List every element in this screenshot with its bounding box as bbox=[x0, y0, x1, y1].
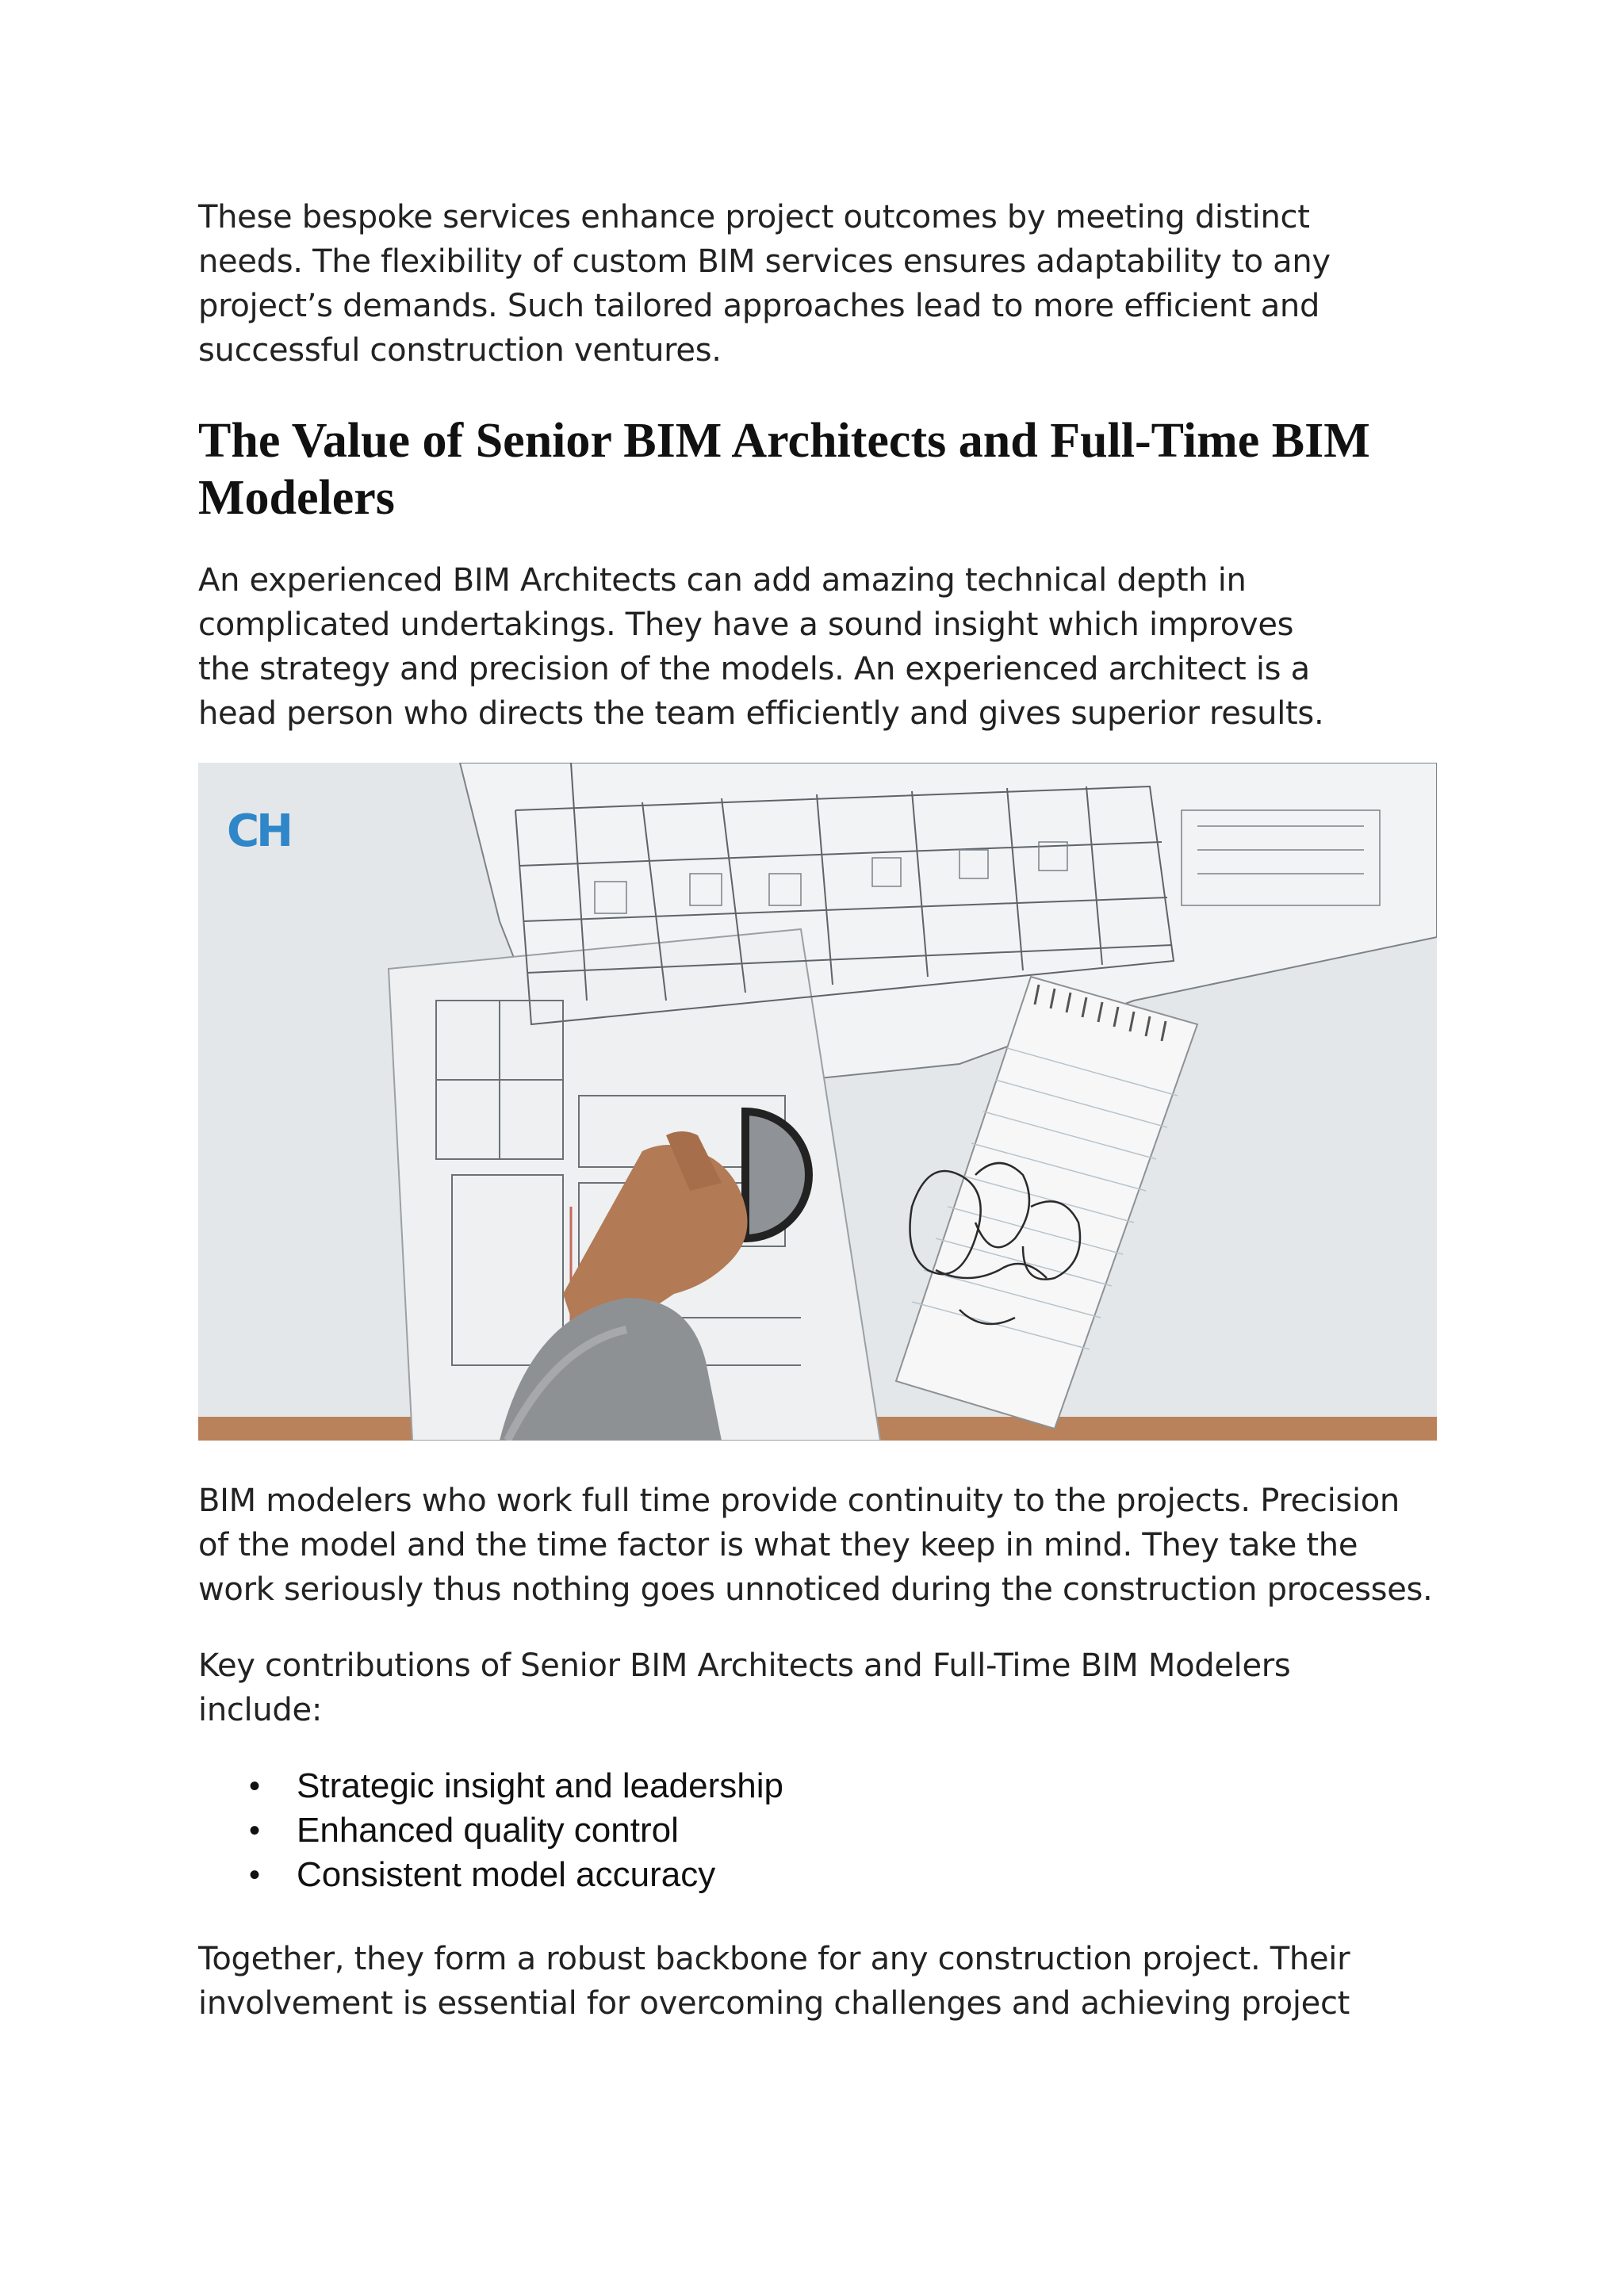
list-item bbox=[198, 1808, 1435, 1853]
blueprint-illustration bbox=[198, 763, 1437, 1441]
closing-paragraph: Together, they form a robust backbone for any construction project. Their involvement is essential for overcoming challenges and achieving project bbox=[198, 1941, 1350, 2022]
list-item-text: Strategic insight and leadership bbox=[297, 1766, 783, 1805]
list-item bbox=[198, 1764, 1435, 1808]
list-item-text: Enhanced quality control bbox=[297, 1811, 679, 1850]
architects-paragraph: An experienced BIM Architects can add amazing technical depth in complicated undertakings. They have a sound insight which improves the strategy and precision of the models. An experienced architect is a head person who directs the team efficiently and gives superior results. bbox=[198, 562, 1324, 732]
company-logo: CH bbox=[227, 806, 290, 857]
modelers-paragraph: BIM modelers who work full time provide continuity to the projects. Precision of the model and the time factor is what they keep in mind. They take the work seriously thus nothing goes unnoticed during the construction processes. bbox=[198, 1483, 1433, 1608]
list-item-text: Consistent model accuracy bbox=[297, 1855, 716, 1894]
document-page bbox=[198, 195, 1435, 2026]
key-contributions-list bbox=[198, 1764, 1435, 1897]
intro-paragraph: These bespoke services enhance project outcomes by meeting distinct needs. The flexibility of custom BIM services ensures adaptability to any project’s demands. Such tailored approaches lead to more efficient and successful construction ventures. bbox=[198, 199, 1331, 369]
list-item bbox=[198, 1853, 1435, 1897]
bullet-icon: • bbox=[249, 1858, 261, 1892]
bullet-icon: • bbox=[249, 1769, 261, 1804]
bullet-icon: • bbox=[249, 1813, 261, 1848]
blueprint-photo bbox=[198, 763, 1437, 1441]
section-heading: The Value of Senior BIM Architects and Full-Time BIM Modelers bbox=[198, 414, 1370, 525]
contributions-intro-paragraph: Key contributions of Senior BIM Architects and Full-Time BIM Modelers include: bbox=[198, 1647, 1291, 1728]
